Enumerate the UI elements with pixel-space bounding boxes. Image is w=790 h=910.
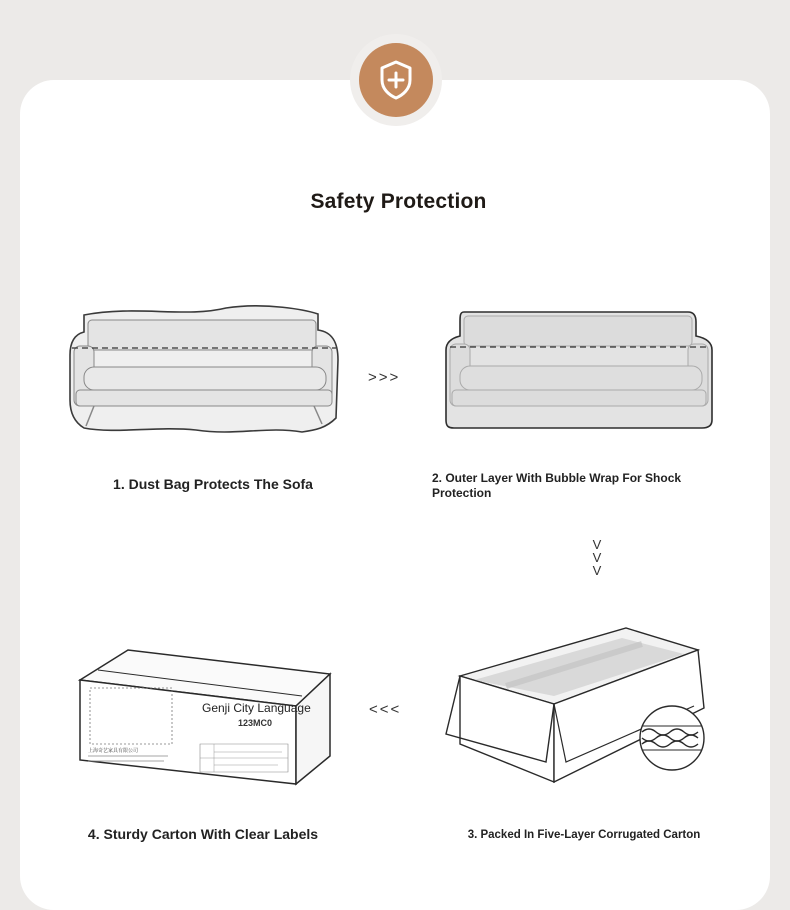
badge [359, 43, 433, 117]
sofa-bubble-wrap-illustration [444, 310, 714, 432]
step-3-caption: 3. Packed In Five-Layer Corrugated Carton [467, 829, 701, 841]
arrow-down-chevron: V [592, 563, 602, 578]
step-2-caption: 2. Outer Layer With Bubble Wrap For Shock Protection [432, 471, 682, 500]
carton-company-text: 上海奇艺家具有限公司 [88, 748, 139, 754]
page-title: Safety Protection [310, 190, 487, 213]
carton-brand-text: Genji City Language [202, 701, 311, 715]
arrow-down-chevron: V [592, 550, 602, 565]
arrow-down [590, 538, 604, 577]
step-1-caption: 1. Dust Bag Protects The Sofa [113, 476, 313, 492]
step-4-caption: 4. Sturdy Carton With Clear Labels [87, 826, 319, 842]
arrow-down-chevron: V [592, 537, 602, 552]
arrow-right: >>> [368, 369, 401, 386]
sofa-dust-bag-illustration [66, 300, 342, 440]
carton-label-illustration [78, 648, 334, 788]
shield-plus-icon [376, 58, 416, 102]
open-carton-illustration [446, 626, 714, 786]
carton-code-text: 123MC0 [238, 718, 273, 728]
arrow-left: <<< [369, 701, 402, 718]
